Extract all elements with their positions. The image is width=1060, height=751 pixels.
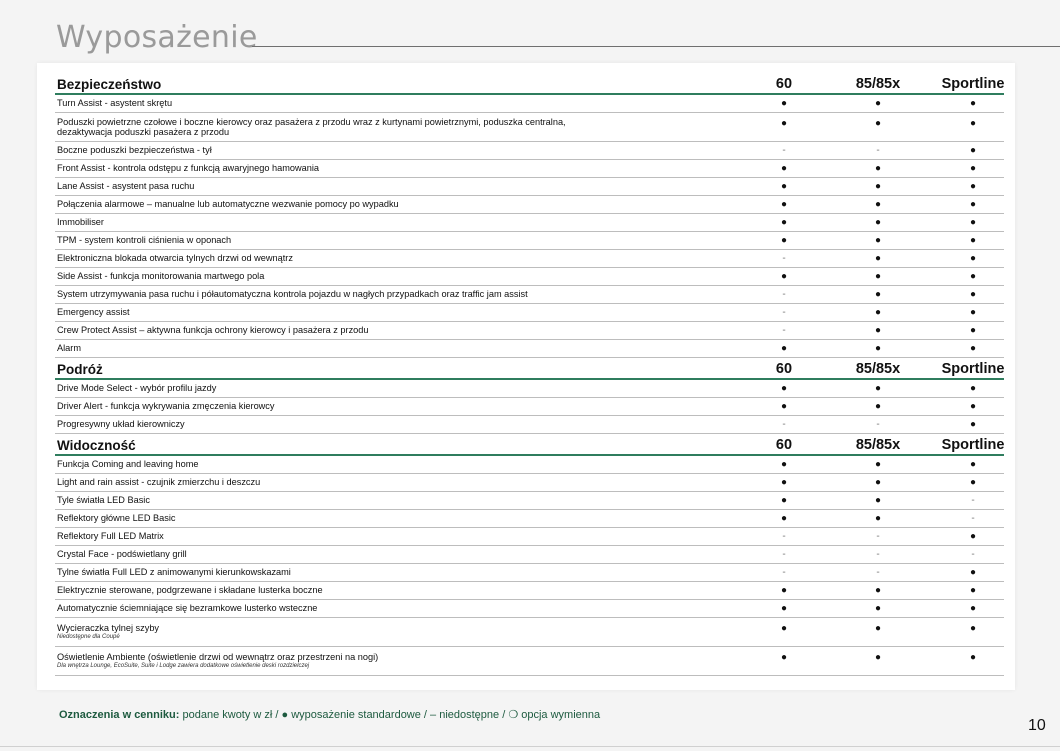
- standard-mark: ●: [874, 198, 882, 210]
- standard-mark: ●: [874, 180, 882, 192]
- standard-mark: ●: [780, 602, 788, 614]
- table-row: [55, 142, 1004, 160]
- standard-mark: ●: [969, 324, 977, 336]
- standard-mark: ●: [969, 342, 977, 354]
- bottom-rule: [0, 746, 1060, 747]
- feature-label: [55, 603, 617, 614]
- standard-mark: ●: [969, 162, 977, 174]
- table-row: [55, 564, 1004, 582]
- unavailable-mark: -: [876, 548, 880, 560]
- standard-mark: ●: [969, 198, 977, 210]
- standard-mark: ●: [969, 118, 977, 129]
- standard-mark: ●: [780, 270, 788, 282]
- standard-mark: ●: [969, 306, 977, 318]
- column-header: 85/85x: [855, 437, 901, 453]
- table-row: [55, 546, 1004, 564]
- table-row: [55, 582, 1004, 600]
- table-row: [55, 492, 1004, 510]
- table-row: [55, 113, 1004, 142]
- standard-mark: ●: [874, 216, 882, 228]
- standard-mark: ●: [969, 97, 977, 109]
- standard-mark: ●: [969, 216, 977, 228]
- standard-mark: ●: [969, 623, 977, 634]
- standard-mark: ●: [969, 584, 977, 596]
- feature-label: [55, 531, 617, 542]
- table-row: [55, 268, 1004, 286]
- standard-mark: ●: [780, 652, 788, 663]
- standard-mark: ●: [874, 652, 882, 663]
- table-row: [55, 618, 1004, 647]
- unavailable-mark: -: [782, 548, 786, 560]
- unavailable-mark: -: [782, 324, 786, 336]
- feature-label: [55, 495, 617, 506]
- feature-name: Oświetlenie Ambiente (oświetlenie drzwi od wewnątrz oraz przestrzeni na nogi): [57, 652, 379, 663]
- feature-note: Dla wnętrza Lounge, EcoSuite, Suite i Lodge zawiera dodatkowe oświetlenie deski rozdzielczej: [57, 662, 310, 669]
- standard-mark: ●: [874, 342, 882, 354]
- standard-mark: ●: [780, 494, 788, 506]
- standard-mark: ●: [874, 324, 882, 336]
- feature-label: [55, 235, 617, 246]
- unavailable-mark: -: [782, 144, 786, 156]
- table-row: [55, 214, 1004, 232]
- table-row: [55, 178, 1004, 196]
- page-title: Wyposażenie: [56, 20, 258, 55]
- feature-name: Driver Alert - funkcja wykrywania zmęczenia kierowcy: [57, 401, 275, 412]
- table-row: [55, 95, 1004, 113]
- standard-mark: ●: [780, 342, 788, 354]
- feature-name: Wycieraczka tylnej szyby: [57, 623, 160, 634]
- standard-mark: ●: [969, 458, 977, 470]
- feature-name: Side Assist - funkcja monitorowania martwego pola: [57, 271, 265, 282]
- title-rule: [252, 46, 1060, 47]
- feature-label: [55, 585, 617, 596]
- standard-mark: ●: [874, 162, 882, 174]
- column-header: Sportline: [941, 361, 1005, 377]
- feature-label: [55, 652, 617, 670]
- section-title: Bezpieczeństwo: [57, 77, 162, 92]
- standard-mark: ●: [780, 180, 788, 192]
- standard-mark: ●: [969, 252, 977, 264]
- page-number: 10: [1028, 717, 1046, 734]
- feature-label: [55, 145, 617, 156]
- table-row: [55, 250, 1004, 268]
- feature-label: [55, 383, 617, 394]
- feature-name: Funkcja Coming and leaving home: [57, 459, 199, 470]
- table-row: [55, 286, 1004, 304]
- standard-mark: ●: [969, 234, 977, 246]
- feature-name: Elektrycznie sterowane, podgrzewane i składane lusterka boczne: [57, 585, 323, 596]
- standard-mark: ●: [780, 584, 788, 596]
- section-title: Podróż: [57, 362, 103, 377]
- feature-label: [55, 181, 617, 192]
- standard-mark: ●: [969, 270, 977, 282]
- standard-mark: ●: [969, 144, 977, 156]
- standard-mark: ●: [874, 382, 882, 394]
- standard-mark: ●: [969, 382, 977, 394]
- column-header: 60: [775, 437, 793, 453]
- feature-label: [55, 343, 617, 354]
- feature-label: [55, 567, 617, 578]
- feature-name: Automatycznie ściemniające się bezramkowe lusterko wsteczne: [57, 603, 318, 614]
- feature-name: Light and rain assist - czujnik zmierzchu i deszczu: [57, 477, 261, 488]
- standard-mark: ●: [780, 234, 788, 246]
- standard-mark: ●: [969, 288, 977, 300]
- standard-mark: ●: [780, 97, 788, 109]
- standard-mark: ●: [874, 602, 882, 614]
- feature-name: Crystal Face - podświetlany grill: [57, 549, 187, 560]
- unavailable-mark: -: [782, 306, 786, 318]
- feature-label: [55, 401, 617, 412]
- standard-mark: ●: [874, 623, 882, 634]
- standard-mark: ●: [969, 180, 977, 192]
- unavailable-mark: -: [876, 530, 880, 542]
- standard-mark: ●: [874, 494, 882, 506]
- unavailable-mark: -: [782, 252, 786, 264]
- table-row: [55, 510, 1004, 528]
- table-row: [55, 398, 1004, 416]
- feature-label: [55, 477, 617, 488]
- equipment-table: [55, 73, 1004, 676]
- feature-name: Emergency assist: [57, 307, 130, 318]
- unavailable-mark: -: [876, 566, 880, 578]
- standard-mark: ●: [780, 400, 788, 412]
- table-row: [55, 380, 1004, 398]
- feature-name: Poduszki powietrzne czołowe i boczne kierowcy oraz pasażera z przodu wraz z kurtynami powietrznymi, poduszka centralna, dezaktywacja poduszki pasażera z przodu: [57, 116, 566, 137]
- table-row: [55, 196, 1004, 214]
- table-row: [55, 322, 1004, 340]
- feature-name: Połączenia alarmowe – manualne lub automatyczne wezwanie pomocy po wypadku: [57, 199, 399, 210]
- table-row: [55, 647, 1004, 676]
- feature-label: [55, 307, 617, 318]
- standard-mark: ●: [874, 97, 882, 109]
- standard-mark: ●: [780, 118, 788, 129]
- unavailable-mark: -: [782, 418, 786, 430]
- feature-label: [55, 325, 617, 336]
- table-row: [55, 340, 1004, 358]
- unavailable-mark: -: [782, 288, 786, 300]
- feature-note: Niedostępne dla Coupé: [57, 633, 120, 640]
- column-header: 60: [775, 76, 793, 92]
- feature-name: Reflektory główne LED Basic: [57, 513, 176, 524]
- standard-mark: ●: [874, 288, 882, 300]
- table-row: [55, 416, 1004, 434]
- standard-mark: ●: [874, 458, 882, 470]
- feature-name: Tylne światła Full LED z animowanymi kierunkowskazami: [57, 567, 291, 578]
- standard-mark: ●: [969, 652, 977, 663]
- feature-name: Elektroniczna blokada otwarcia tylnych drzwi od wewnątrz: [57, 253, 293, 264]
- feature-name: Boczne poduszki bezpieczeństwa - tył: [57, 145, 212, 156]
- feature-name: Progresywny układ kierowniczy: [57, 419, 185, 430]
- feature-name: Tyle światła LED Basic: [57, 495, 150, 506]
- feature-label: [55, 199, 617, 210]
- section-title: Widoczność: [57, 438, 136, 453]
- table-row: [55, 474, 1004, 492]
- feature-label: [55, 217, 617, 228]
- feature-name: TPM - system kontroli ciśnienia w oponach: [57, 235, 232, 246]
- section-header: [55, 434, 1004, 456]
- unavailable-mark: -: [782, 566, 786, 578]
- unavailable-mark: -: [971, 512, 975, 524]
- column-header: Sportline: [941, 437, 1005, 453]
- standard-mark: ●: [874, 476, 882, 488]
- feature-name: Reflektory Full LED Matrix: [57, 531, 164, 542]
- feature-label: [55, 623, 617, 641]
- feature-name: Lane Assist - asystent pasa ruchu: [57, 181, 195, 192]
- standard-mark: ●: [780, 623, 788, 634]
- feature-label: [55, 253, 617, 264]
- feature-name: System utrzymywania pasa ruchu i półautomatyczna kontrola pojazdu w nagłych przypadkach oraz traffic jam assist: [57, 289, 528, 300]
- standard-mark: ●: [874, 584, 882, 596]
- section-header: [55, 73, 1004, 95]
- standard-mark: ●: [969, 476, 977, 488]
- section-header: [55, 358, 1004, 380]
- column-header: 85/85x: [855, 361, 901, 377]
- feature-name: Turn Assist - asystent skrętu: [57, 98, 173, 109]
- legend-heading: Oznaczenia w cenniku:: [59, 709, 180, 721]
- feature-label: [55, 98, 617, 109]
- table-row: [55, 528, 1004, 546]
- feature-name: Alarm: [57, 343, 81, 354]
- feature-label: [55, 513, 617, 524]
- standard-mark: ●: [969, 602, 977, 614]
- unavailable-mark: -: [971, 548, 975, 560]
- standard-mark: ●: [780, 512, 788, 524]
- standard-mark: ●: [780, 198, 788, 210]
- standard-mark: ●: [969, 418, 977, 430]
- feature-name: Front Assist - kontrola odstępu z funkcją awaryjnego hamowania: [57, 163, 319, 174]
- standard-mark: ●: [969, 400, 977, 412]
- standard-mark: ●: [874, 118, 882, 129]
- feature-name: Immobiliser: [57, 217, 104, 228]
- standard-mark: ●: [780, 382, 788, 394]
- unavailable-mark: -: [782, 530, 786, 542]
- standard-mark: ●: [874, 234, 882, 246]
- standard-mark: ●: [969, 566, 977, 578]
- table-row: [55, 304, 1004, 322]
- table-row: [55, 160, 1004, 178]
- feature-label: [55, 289, 617, 300]
- table-row: [55, 232, 1004, 250]
- feature-label: [55, 459, 617, 470]
- standard-mark: ●: [969, 530, 977, 542]
- feature-label: [55, 271, 617, 282]
- standard-mark: ●: [874, 252, 882, 264]
- feature-label: [55, 419, 617, 430]
- standard-mark: ●: [874, 270, 882, 282]
- equipment-panel: [37, 63, 1015, 690]
- legend: [59, 708, 600, 721]
- standard-mark: ●: [874, 512, 882, 524]
- unavailable-mark: -: [876, 144, 880, 156]
- table-row: [55, 456, 1004, 474]
- column-header: 85/85x: [855, 76, 901, 92]
- feature-label: [55, 163, 617, 174]
- standard-mark: ●: [780, 162, 788, 174]
- feature-name: Drive Mode Select - wybór profilu jazdy: [57, 383, 217, 394]
- unavailable-mark: -: [876, 418, 880, 430]
- standard-mark: ●: [874, 306, 882, 318]
- feature-label: [55, 117, 617, 138]
- standard-mark: ●: [874, 400, 882, 412]
- feature-label: [55, 549, 617, 560]
- unavailable-mark: -: [971, 494, 975, 506]
- feature-name: Crew Protect Assist – aktywna funkcja ochrony kierowcy i pasażera z przodu: [57, 325, 369, 336]
- standard-mark: ●: [780, 216, 788, 228]
- table-row: [55, 600, 1004, 618]
- column-header: 60: [775, 361, 793, 377]
- legend-text: podane kwoty w zł / ● wyposażenie standardowe / – niedostępne / ❍ opcja wymienna: [182, 709, 601, 721]
- standard-mark: ●: [780, 458, 788, 470]
- column-header: Sportline: [941, 76, 1005, 92]
- standard-mark: ●: [780, 476, 788, 488]
